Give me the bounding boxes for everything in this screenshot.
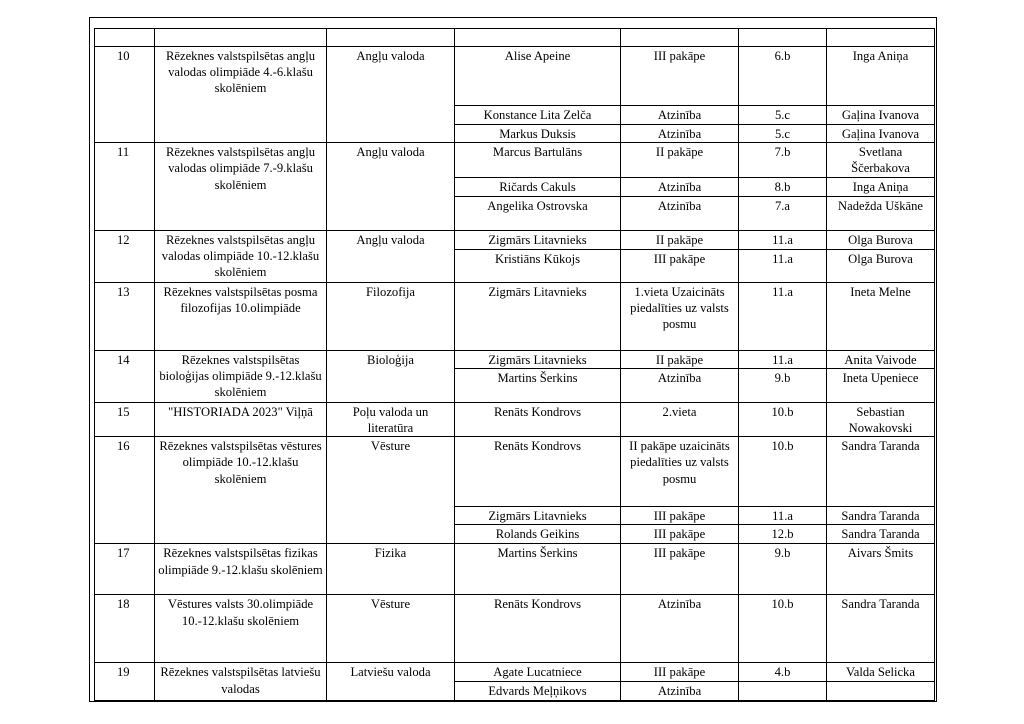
class: 6.b <box>739 47 827 106</box>
class <box>739 682 827 701</box>
student-name: Markus Duksis <box>455 125 621 143</box>
teacher: Aivars Šmits <box>827 544 935 595</box>
header-cell <box>739 29 827 47</box>
table-row <box>95 282 935 350</box>
subject: Vēsture <box>327 595 455 663</box>
subject: Bioloģija <box>327 350 455 402</box>
result: II pakāpe <box>621 143 739 177</box>
student-name: Renāts Kondrovs <box>455 402 621 436</box>
result: Atzinība <box>621 106 739 125</box>
competition-name: Rēzeknes valstspilsētas vēstures olimpiāde 10.-12.klašu skolēniem <box>155 437 327 544</box>
row-number: 18 <box>95 595 155 663</box>
class: 10.b <box>739 595 827 663</box>
row-number: 10 <box>95 47 155 143</box>
result: Atzinība <box>621 177 739 196</box>
student-name: Alise Apeine <box>455 47 621 106</box>
table-row <box>95 230 935 249</box>
row-number: 15 <box>95 402 155 436</box>
subject: Angļu valoda <box>327 230 455 282</box>
teacher: Sandra Taranda <box>827 595 935 663</box>
student-name: Renāts Kondrovs <box>455 595 621 663</box>
table-row <box>95 143 935 177</box>
class: 7.a <box>739 196 827 230</box>
competition-name: Rēzeknes valstspilsētas bioloģijas olimpiāde 9.-12.klašu skolēniem <box>155 350 327 402</box>
row-number: 11 <box>95 143 155 230</box>
result: III pakāpe <box>621 663 739 682</box>
header-cell <box>455 29 621 47</box>
class: 11.a <box>739 350 827 368</box>
student-name: Zigmārs Litavnieks <box>455 507 621 525</box>
subject: Fizika <box>327 544 455 595</box>
class: 12.b <box>739 525 827 544</box>
result: II pakāpe <box>621 350 739 368</box>
class: 9.b <box>739 544 827 595</box>
table-row <box>95 437 935 507</box>
student-name: Edvards Meļņikovs <box>455 682 621 701</box>
result: Atzinība <box>621 682 739 701</box>
page-frame <box>89 17 937 702</box>
student-name: Zigmārs Litavnieks <box>455 230 621 249</box>
teacher: Inga Aniņa <box>827 177 935 196</box>
student-name: Angelika Ostrovska <box>455 196 621 230</box>
competition-name: "HISTORIADA 2023" Viļņā <box>155 402 327 436</box>
class: 11.a <box>739 507 827 525</box>
student-name: Ričards Cakuls <box>455 177 621 196</box>
header-cell <box>827 29 935 47</box>
result: III pakāpe <box>621 249 739 282</box>
teacher: Nadežda Uškāne <box>827 196 935 230</box>
result: 1.vieta Uzaicināts piedalīties uz valsts posmu <box>621 282 739 350</box>
subject: Vēsture <box>327 437 455 544</box>
competition-name: Rēzeknes valstspilsētas latviešu valodas <box>155 663 327 701</box>
class: 8.b <box>739 177 827 196</box>
subject: Filozofija <box>327 282 455 350</box>
student-name: Martins Šerkins <box>455 544 621 595</box>
competition-name: Rēzeknes valstspilsētas angļu valodas olimpiāde 4.-6.klašu skolēniem <box>155 47 327 143</box>
table-header-row <box>95 29 935 47</box>
student-name: Renāts Kondrovs <box>455 437 621 507</box>
teacher: Anita Vaivode <box>827 350 935 368</box>
row-number: 13 <box>95 282 155 350</box>
teacher: Sandra Taranda <box>827 507 935 525</box>
student-name: Zigmārs Litavnieks <box>455 350 621 368</box>
competition-name: Rēzeknes valstspilsētas angļu valodas olimpiāde 10.-12.klašu skolēniem <box>155 230 327 282</box>
subject: Latviešu valoda <box>327 663 455 701</box>
student-name: Marcus Bartulāns <box>455 143 621 177</box>
competition-name: Rēzeknes valstspilsētas angļu valodas olimpiāde 7.-9.klašu skolēniem <box>155 143 327 230</box>
result: II pakāpe uzaicināts piedalīties uz valsts posmu <box>621 437 739 507</box>
row-number: 12 <box>95 230 155 282</box>
header-cell <box>327 29 455 47</box>
teacher: Ineta Upeniece <box>827 368 935 402</box>
teacher: Sandra Taranda <box>827 437 935 507</box>
result: Atzinība <box>621 368 739 402</box>
class: 10.b <box>739 437 827 507</box>
subject: Angļu valoda <box>327 143 455 230</box>
teacher: Gaļina Ivanova <box>827 125 935 143</box>
teacher: Gaļina Ivanova <box>827 106 935 125</box>
header-cell <box>95 29 155 47</box>
teacher: Sandra Taranda <box>827 525 935 544</box>
class: 5.c <box>739 125 827 143</box>
class: 11.a <box>739 230 827 249</box>
competition-name: Rēzeknes valstspilsētas posma filozofijas 10.olimpiāde <box>155 282 327 350</box>
result: III pakāpe <box>621 47 739 106</box>
subject: Angļu valoda <box>327 47 455 143</box>
student-name: Kristiāns Kūkojs <box>455 249 621 282</box>
teacher: Svetlana Ščerbakova <box>827 143 935 177</box>
table-row <box>95 47 935 106</box>
row-number: 14 <box>95 350 155 402</box>
teacher: Inga Aniņa <box>827 47 935 106</box>
table-row <box>95 595 935 663</box>
result: III pakāpe <box>621 525 739 544</box>
class: 11.a <box>739 282 827 350</box>
class: 5.c <box>739 106 827 125</box>
table-row <box>95 544 935 595</box>
student-name: Agate Lucatniece <box>455 663 621 682</box>
result: II pakāpe <box>621 230 739 249</box>
student-name: Martins Šerkins <box>455 368 621 402</box>
subject: Poļu valoda un literatūra <box>327 402 455 436</box>
table-row <box>95 402 935 436</box>
header-cell <box>155 29 327 47</box>
table-row <box>95 350 935 368</box>
row-number: 19 <box>95 663 155 701</box>
class: 7.b <box>739 143 827 177</box>
header-cell <box>621 29 739 47</box>
class: 9.b <box>739 368 827 402</box>
class: 10.b <box>739 402 827 436</box>
result: Atzinība <box>621 196 739 230</box>
result: Atzinība <box>621 125 739 143</box>
teacher: Ineta Melne <box>827 282 935 350</box>
table-row <box>95 663 935 682</box>
competition-name: Rēzeknes valstspilsētas fizikas olimpiāde 9.-12.klašu skolēniem <box>155 544 327 595</box>
teacher: Olga Burova <box>827 230 935 249</box>
student-name: Zigmārs Litavnieks <box>455 282 621 350</box>
class: 4.b <box>739 663 827 682</box>
student-name: Rolands Geikins <box>455 525 621 544</box>
competition-name: Vēstures valsts 30.olimpiāde 10.-12.klašu skolēniem <box>155 595 327 663</box>
student-name: Konstance Lita Zelča <box>455 106 621 125</box>
result: III pakāpe <box>621 507 739 525</box>
results-table <box>94 28 935 701</box>
teacher: Olga Burova <box>827 249 935 282</box>
result: III pakāpe <box>621 544 739 595</box>
teacher <box>827 682 935 701</box>
result: 2.vieta <box>621 402 739 436</box>
row-number: 17 <box>95 544 155 595</box>
row-number: 16 <box>95 437 155 544</box>
teacher: Sebastian Nowakovski <box>827 402 935 436</box>
teacher: Valda Selicka <box>827 663 935 682</box>
result: Atzinība <box>621 595 739 663</box>
class: 11.a <box>739 249 827 282</box>
